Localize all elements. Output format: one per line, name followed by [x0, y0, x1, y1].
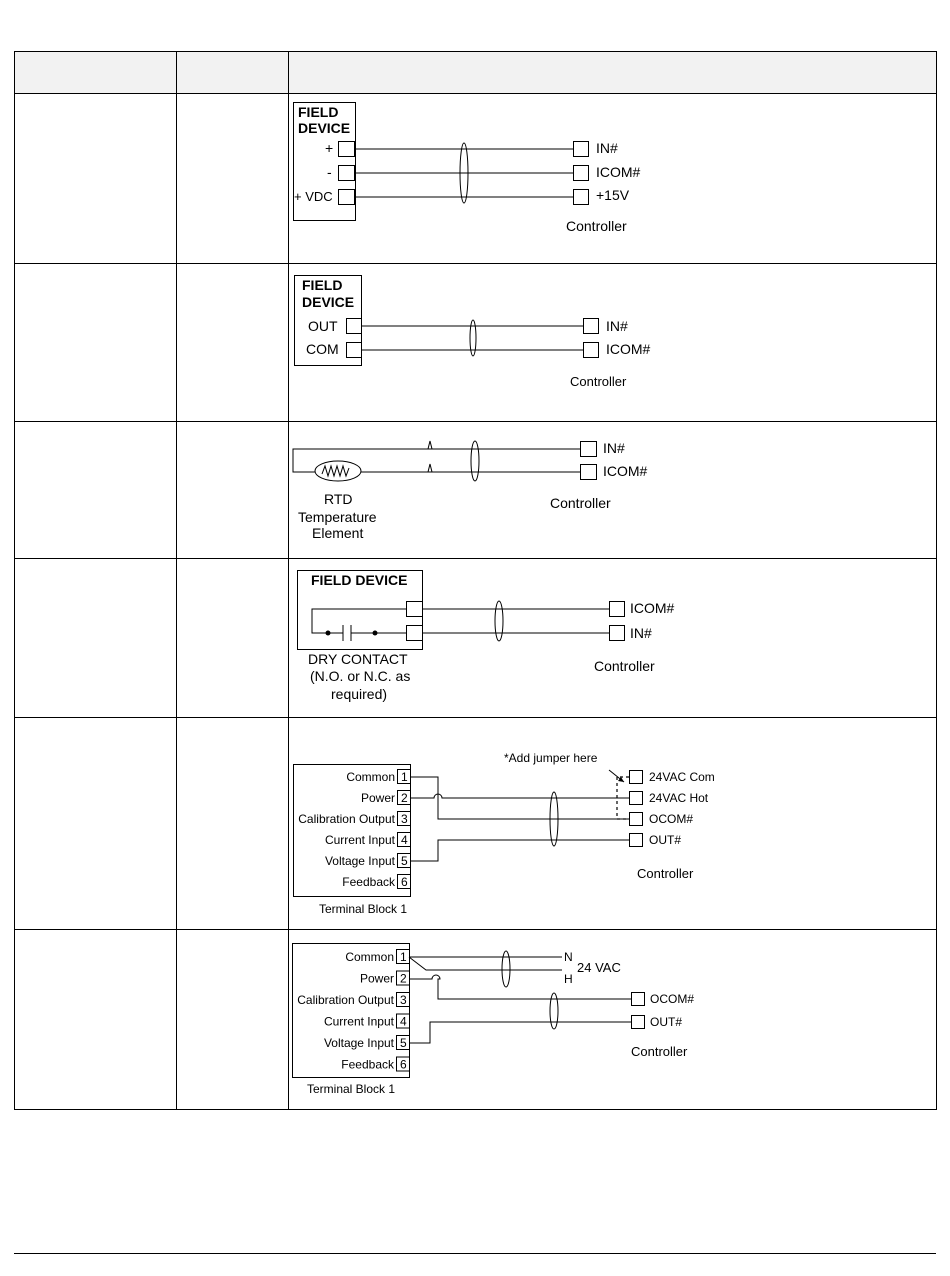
device-title: DEVICE [298, 120, 351, 136]
terminal-label: Common [346, 770, 395, 784]
dry-contact-diagram [298, 571, 675, 703]
cable-shield-icon [471, 441, 479, 481]
terminal-label: Feedback [341, 1057, 394, 1072]
controller-terminal: IN# [596, 140, 618, 156]
cable-shield-icon [495, 601, 503, 641]
supply-label: 24 VAC [577, 960, 621, 975]
controller-terminal: IN# [606, 318, 628, 334]
terminal-number: 2 [400, 971, 407, 986]
terminal-label: Voltage Input [323, 1036, 394, 1050]
jumper-note: *Add jumper here [504, 751, 598, 765]
wiring-table-grid [15, 52, 937, 1110]
terminal-label: COM [306, 341, 339, 357]
terminal-label: Feedback [342, 875, 395, 889]
controller-terminal: ICOM# [603, 463, 648, 479]
cable-shield-icon [502, 951, 510, 987]
terminal-label: Voltage Input [324, 854, 395, 868]
cable-shield-icon [470, 320, 476, 356]
rtd-label: Temperature [298, 509, 377, 525]
terminal-block-caption: Terminal Block 1 [319, 902, 408, 916]
controller-terminal: OUT# [650, 1015, 683, 1029]
dry-contact-label: DRY CONTACT [308, 651, 408, 667]
terminal-label: Current Input [324, 833, 395, 847]
controller-terminal: OCOM# [650, 992, 695, 1006]
device-title: DEVICE [302, 294, 355, 310]
terminal-number: 6 [401, 875, 408, 889]
controller-label: Controller [631, 1044, 688, 1059]
controller-terminal: IN# [603, 440, 625, 456]
controller-terminal: IN# [630, 625, 652, 641]
rtd-label: Element [312, 525, 364, 541]
controller-label: Controller [637, 866, 694, 881]
device-title: FIELD [298, 104, 339, 120]
dry-contact-label: required) [331, 686, 388, 702]
terminal-label: Calibration Output [298, 812, 395, 826]
rtd-diagram [293, 440, 648, 541]
contact-point-icon [326, 631, 331, 636]
terminal-label: Calibration Output [297, 993, 394, 1007]
terminal-number: 5 [401, 854, 408, 868]
terminal-label: - [327, 164, 332, 180]
actuator-shared-power-diagram [294, 751, 715, 916]
controller-terminal: ICOM# [606, 341, 651, 357]
terminal-number: 3 [400, 993, 407, 1007]
controller-label: Controller [550, 495, 611, 511]
controller-terminal: OCOM# [649, 812, 694, 826]
controller-terminal: ICOM# [596, 164, 641, 180]
controller-terminal: ICOM# [630, 600, 675, 616]
cable-shield-icon [550, 993, 558, 1029]
voltage-output-diagram [295, 276, 651, 390]
loop-powered-diagram [294, 103, 641, 235]
terminal-number: 4 [400, 1014, 407, 1029]
device-title: FIELD [302, 277, 343, 293]
terminal-label: Power [359, 971, 394, 986]
dry-contact-label: (N.O. or N.C. as [310, 668, 411, 684]
terminal-label: + [325, 140, 334, 156]
terminal-label: Common [345, 950, 394, 964]
contact-point-icon [373, 631, 378, 636]
terminal-number: 6 [400, 1057, 407, 1072]
common-to-h-wire [409, 957, 562, 970]
terminal-number: 2 [401, 791, 408, 805]
terminal-number: 1 [401, 770, 408, 784]
table-header-row [15, 52, 936, 93]
controller-terminal: 24VAC Hot [649, 791, 709, 805]
terminal-label: Power [360, 791, 395, 805]
rtd-label: RTD [324, 491, 353, 507]
controller-label: Controller [566, 218, 627, 234]
supply-terminal: H [564, 972, 573, 986]
controller-label: Controller [570, 374, 627, 389]
terminal-number: 3 [401, 812, 408, 826]
controller-label: Controller [594, 658, 655, 674]
terminal-label: OUT [308, 318, 338, 334]
actuator-separate-power-diagram [293, 944, 695, 1097]
terminal-number: 1 [400, 950, 407, 964]
terminal-label: + VDC [294, 189, 333, 204]
terminal-number: 5 [400, 1036, 407, 1050]
terminal-block-caption: Terminal Block 1 [307, 1082, 396, 1096]
supply-terminal: N [564, 950, 573, 964]
controller-terminal: +15V [596, 187, 630, 203]
controller-terminal: 24VAC Com [649, 770, 715, 784]
controller-terminal: OUT# [649, 833, 682, 847]
terminal-label: Current Input [323, 1014, 394, 1029]
terminal-number: 4 [401, 833, 408, 847]
device-title: FIELD DEVICE [311, 572, 408, 588]
